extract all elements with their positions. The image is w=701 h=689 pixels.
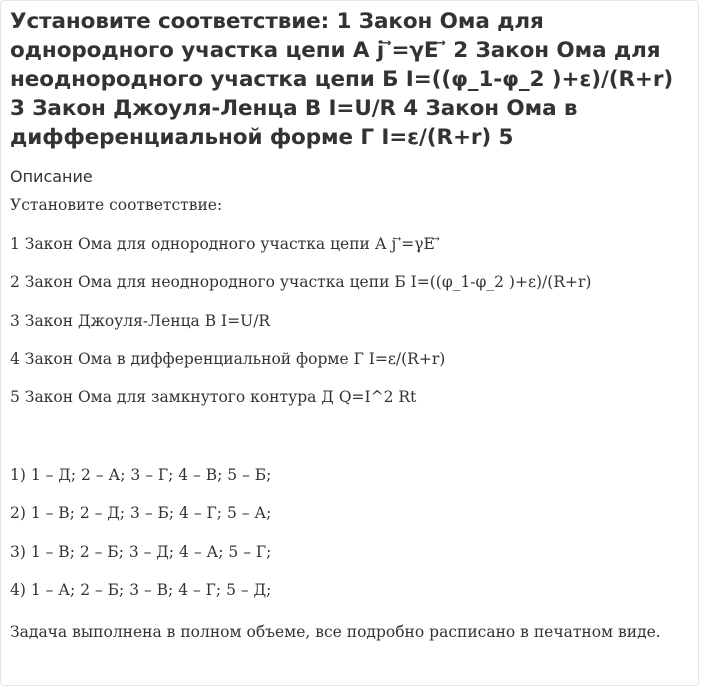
statement-3: 3 Закон Джоуля-Ленца В I=U/R xyxy=(10,312,271,330)
answer-option-2: 2) 1 – В; 2 – Д; 3 – Б; 4 – Г; 5 – А; xyxy=(10,504,272,522)
description-label: Описание xyxy=(10,167,93,186)
answer-option-3: 3) 1 – В; 2 – Б; 3 – Д; 4 – А; 5 – Г; xyxy=(10,543,272,561)
description-intro: Установите соответствие: xyxy=(10,196,223,214)
statement-4: 4 Закон Ома в дифференциальной форме Г I=ε/(R+r) xyxy=(10,350,446,368)
statement-5: 5 Закон Ома для замкнутого контура Д Q=I^2 Rt xyxy=(10,388,417,406)
statement-2: 2 Закон Ома для неоднородного участка цепи Б I=((φ_1-φ_2 )+ε)/(R+r) xyxy=(10,273,592,291)
question-title: Установите соответствие: 1 Закон Ома для однородного участка цепи А j ⃗=γE ⃗ 2 Закон Ома для неоднородного участка цепи Б I=((φ_1-φ_2 )+ε)/(R+r) 3 Закон Джоуля-Ленца В I=U/R 4 Закон Ома в дифференциальной форме Г I=ε/(R+r) 5 xyxy=(10,9,674,150)
statement-1: 1 Закон Ома для однородного участка цепи А j ⃗=γE ⃗ xyxy=(10,235,440,253)
answer-option-1: 1) 1 – Д; 2 – А; 3 – Г; 4 – В; 5 – Б; xyxy=(10,466,272,484)
answer-option-4: 4) 1 – А; 2 – Б; 3 – В; 4 – Г; 5 – Д; xyxy=(10,581,272,599)
completion-note: Задача выполнена в полном объеме, все подробно расписано в печатном виде. xyxy=(10,623,661,641)
